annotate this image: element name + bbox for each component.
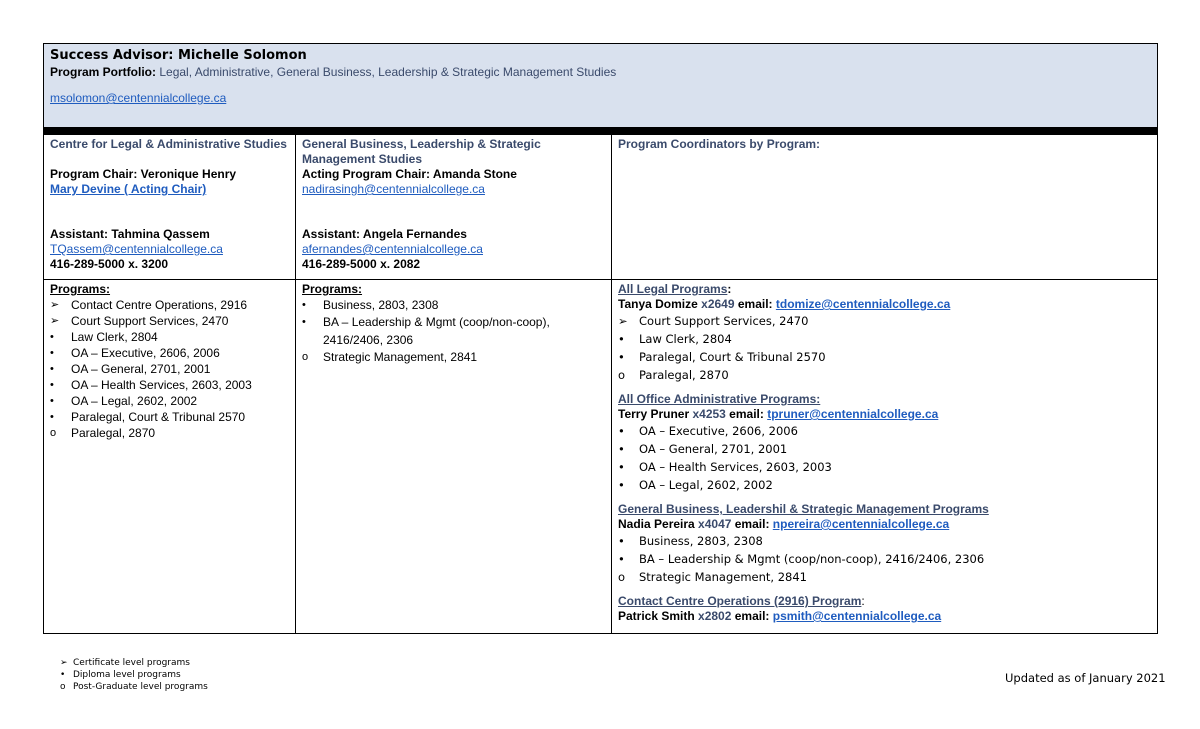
office-coordinator-name: Terry Pruner [618, 407, 690, 421]
list-item: • OA – Health Services, 2603, 2003 [50, 378, 252, 392]
general-section-title: General Business, Leadershil & Strategic Management Programs [618, 502, 989, 516]
legend-item: ➢ Certificate level programs [60, 658, 190, 668]
general-coordinator-name: Nadia Pereira [618, 517, 695, 531]
contact-section-title: Contact Centre Operations (2916) Program [618, 594, 862, 608]
contact-coordinator-ext: x2802 [694, 609, 732, 623]
legal-phone: 416-289-5000 x. 3200 [50, 257, 169, 271]
list-item: o Paralegal, 2870 [50, 426, 156, 440]
list-item: o Strategic Management, 2841 [618, 570, 807, 584]
list-item: • Business, 2803, 2308 [302, 298, 439, 312]
acting-chair-link[interactable]: Mary Devine ( Acting Chair) [50, 182, 207, 196]
coordinators-heading-cell [612, 135, 1157, 279]
legal-coordinator-email-link[interactable]: tdomize@centennialcollege.ca [775, 297, 951, 311]
contact-coordinator-name: Patrick Smith [618, 609, 695, 623]
legend-item: o Post-Graduate level programs [60, 682, 208, 692]
general-coordinator-section: General Business, Leadershil & Strategic Management Programs Nadia Pereira x4047 email: npereira@centennialcollege.ca • Business, 2803, 2308 • BA – Leadership & Mgmt (coop/non-coop), 2416/2406, 2306 o Strategic Management, 2841 [618, 502, 1151, 586]
general-coordinator-email-link[interactable]: npereira@centennialcollege.ca [772, 517, 950, 531]
list-item: • OA – General, 2701, 2001 [50, 362, 211, 376]
list-item: • OA – Health Services, 2603, 2003 [618, 460, 832, 474]
list-item: • OA – Legal, 2602, 2002 [618, 478, 773, 492]
business-chair-label: Acting Program Chair: [302, 167, 433, 181]
coordinators-heading: Program Coordinators by Program: [618, 137, 821, 151]
coordinators-cell [612, 280, 1157, 633]
list-item: • OA – Executive, 2606, 2006 [50, 346, 220, 360]
general-coordinator-ext: x4047 [694, 517, 732, 531]
advisor-name: Success Advisor: Michelle Solomon [50, 48, 307, 63]
legal-coordinator-ext: x2649 [697, 297, 735, 311]
list-item: o Paralegal, 2870 [618, 368, 729, 382]
program-portfolio [50, 65, 1151, 79]
legal-section-title: All Legal Programs [618, 282, 728, 296]
legal-coordinator-name: Tanya Domize [618, 297, 698, 311]
office-coordinator-list [618, 422, 1151, 494]
legal-programs-cell [44, 280, 296, 633]
business-chair-email-link[interactable]: nadirasingh@centennialcollege.ca [302, 182, 485, 196]
list-item: o Strategic Management, 2841 [302, 350, 478, 364]
business-programs-cell [296, 280, 612, 633]
office-section-title: All Office Administrative Programs: [618, 392, 821, 406]
list-item: • OA – Legal, 2602, 2002 [50, 394, 198, 408]
divider-bar [44, 128, 1157, 135]
business-phone: 416-289-5000 x. 2082 [302, 257, 421, 271]
list-item: • Law Clerk, 2804 [618, 332, 732, 346]
business-centre-heading: General Business, Leadership & Strategic Management Studies [302, 137, 541, 166]
contact-coordinator-section: Contact Centre Operations (2916) Program: Patrick Smith x2802 email: psmith@centennialcollege.ca [618, 594, 942, 623]
business-programs-list [302, 297, 605, 365]
legal-program-chair: Program Chair: Veronique Henry [50, 167, 237, 181]
general-coordinator-list [618, 532, 1151, 586]
list-item: ➢ Court Support Services, 2470 [618, 314, 809, 328]
list-item: • BA – Leadership & Mgmt (coop/non-coop), 2416/2406, 2306 [618, 552, 985, 566]
legal-programs-list [50, 297, 289, 441]
updated-date: Updated as of January 2021 [1005, 671, 1166, 685]
legal-centre-cell [44, 135, 296, 279]
list-item: • Paralegal, Court & Tribunal 2570 [50, 410, 246, 424]
office-coordinator-email-link[interactable]: tpruner@centennialcollege.ca [767, 407, 939, 421]
list-item: • Business, 2803, 2308 [618, 534, 763, 548]
list-item: • Paralegal, Court & Tribunal 2570 [618, 350, 826, 364]
list-item: • OA – Executive, 2606, 2006 [618, 424, 798, 438]
portfolio-value: Legal, Administrative, General Business, Leadership & Strategic Management Studies [156, 65, 617, 79]
business-centre-cell [296, 135, 612, 279]
contacts-row [44, 135, 1157, 280]
programs-row [44, 280, 1157, 633]
business-chair-name: Amanda Stone [432, 167, 517, 181]
advisor-email-link[interactable]: msolomon@centennialcollege.ca [50, 91, 227, 105]
legal-assistant-email-link[interactable]: TQassem@centennialcollege.ca [50, 242, 223, 256]
business-assistant-email-link[interactable]: afernandes@centennialcollege.ca [302, 242, 483, 256]
legend-item: • Diploma level programs [60, 670, 181, 680]
business-assistant: Assistant: Angela Fernandes [302, 227, 467, 241]
advisor-table [43, 43, 1158, 634]
list-item: • OA – General, 2701, 2001 [618, 442, 788, 456]
list-item: ➢ Contact Centre Operations, 2916 [50, 298, 248, 312]
portfolio-label: Program Portfolio: [50, 65, 157, 79]
legal-programs-label: Programs: [50, 282, 111, 296]
office-coordinator-ext: x4253 [689, 407, 726, 421]
list-item: • BA – Leadership & Mgmt (coop/non-coop), 2416/2406, 2306 [302, 315, 550, 347]
header-section [44, 44, 1157, 128]
legal-coordinator-section: All Legal Programs: Tanya Domize x2649 email: tdomize@centennialcollege.ca ➢ Court Support Services, 2470 • Law Clerk, 2804 • Paralegal, Court & Tribunal 2570 o Paralegal, 2870 [618, 282, 1151, 384]
program-level-legend [60, 657, 208, 693]
office-coordinator-section: All Office Administrative Programs: Terry Pruner x4253 email: tpruner@centennialcollege.ca • OA – Executive, 2606, 2006 • OA – General, 2701, 2001 • OA – Health Services, 2603, 2003 • OA – Legal, 2602, 2002 [618, 392, 1151, 494]
list-item: • Law Clerk, 2804 [50, 330, 158, 344]
business-programs-label: Programs: [302, 282, 363, 296]
legal-coordinator-list [618, 312, 1151, 384]
list-item: ➢ Court Support Services, 2470 [50, 314, 229, 328]
legal-assistant: Assistant: Tahmina Qassem [50, 227, 210, 241]
legal-centre-heading: Centre for Legal & Administrative Studies [50, 137, 287, 151]
contact-coordinator-email-link[interactable]: psmith@centennialcollege.ca [772, 609, 942, 623]
